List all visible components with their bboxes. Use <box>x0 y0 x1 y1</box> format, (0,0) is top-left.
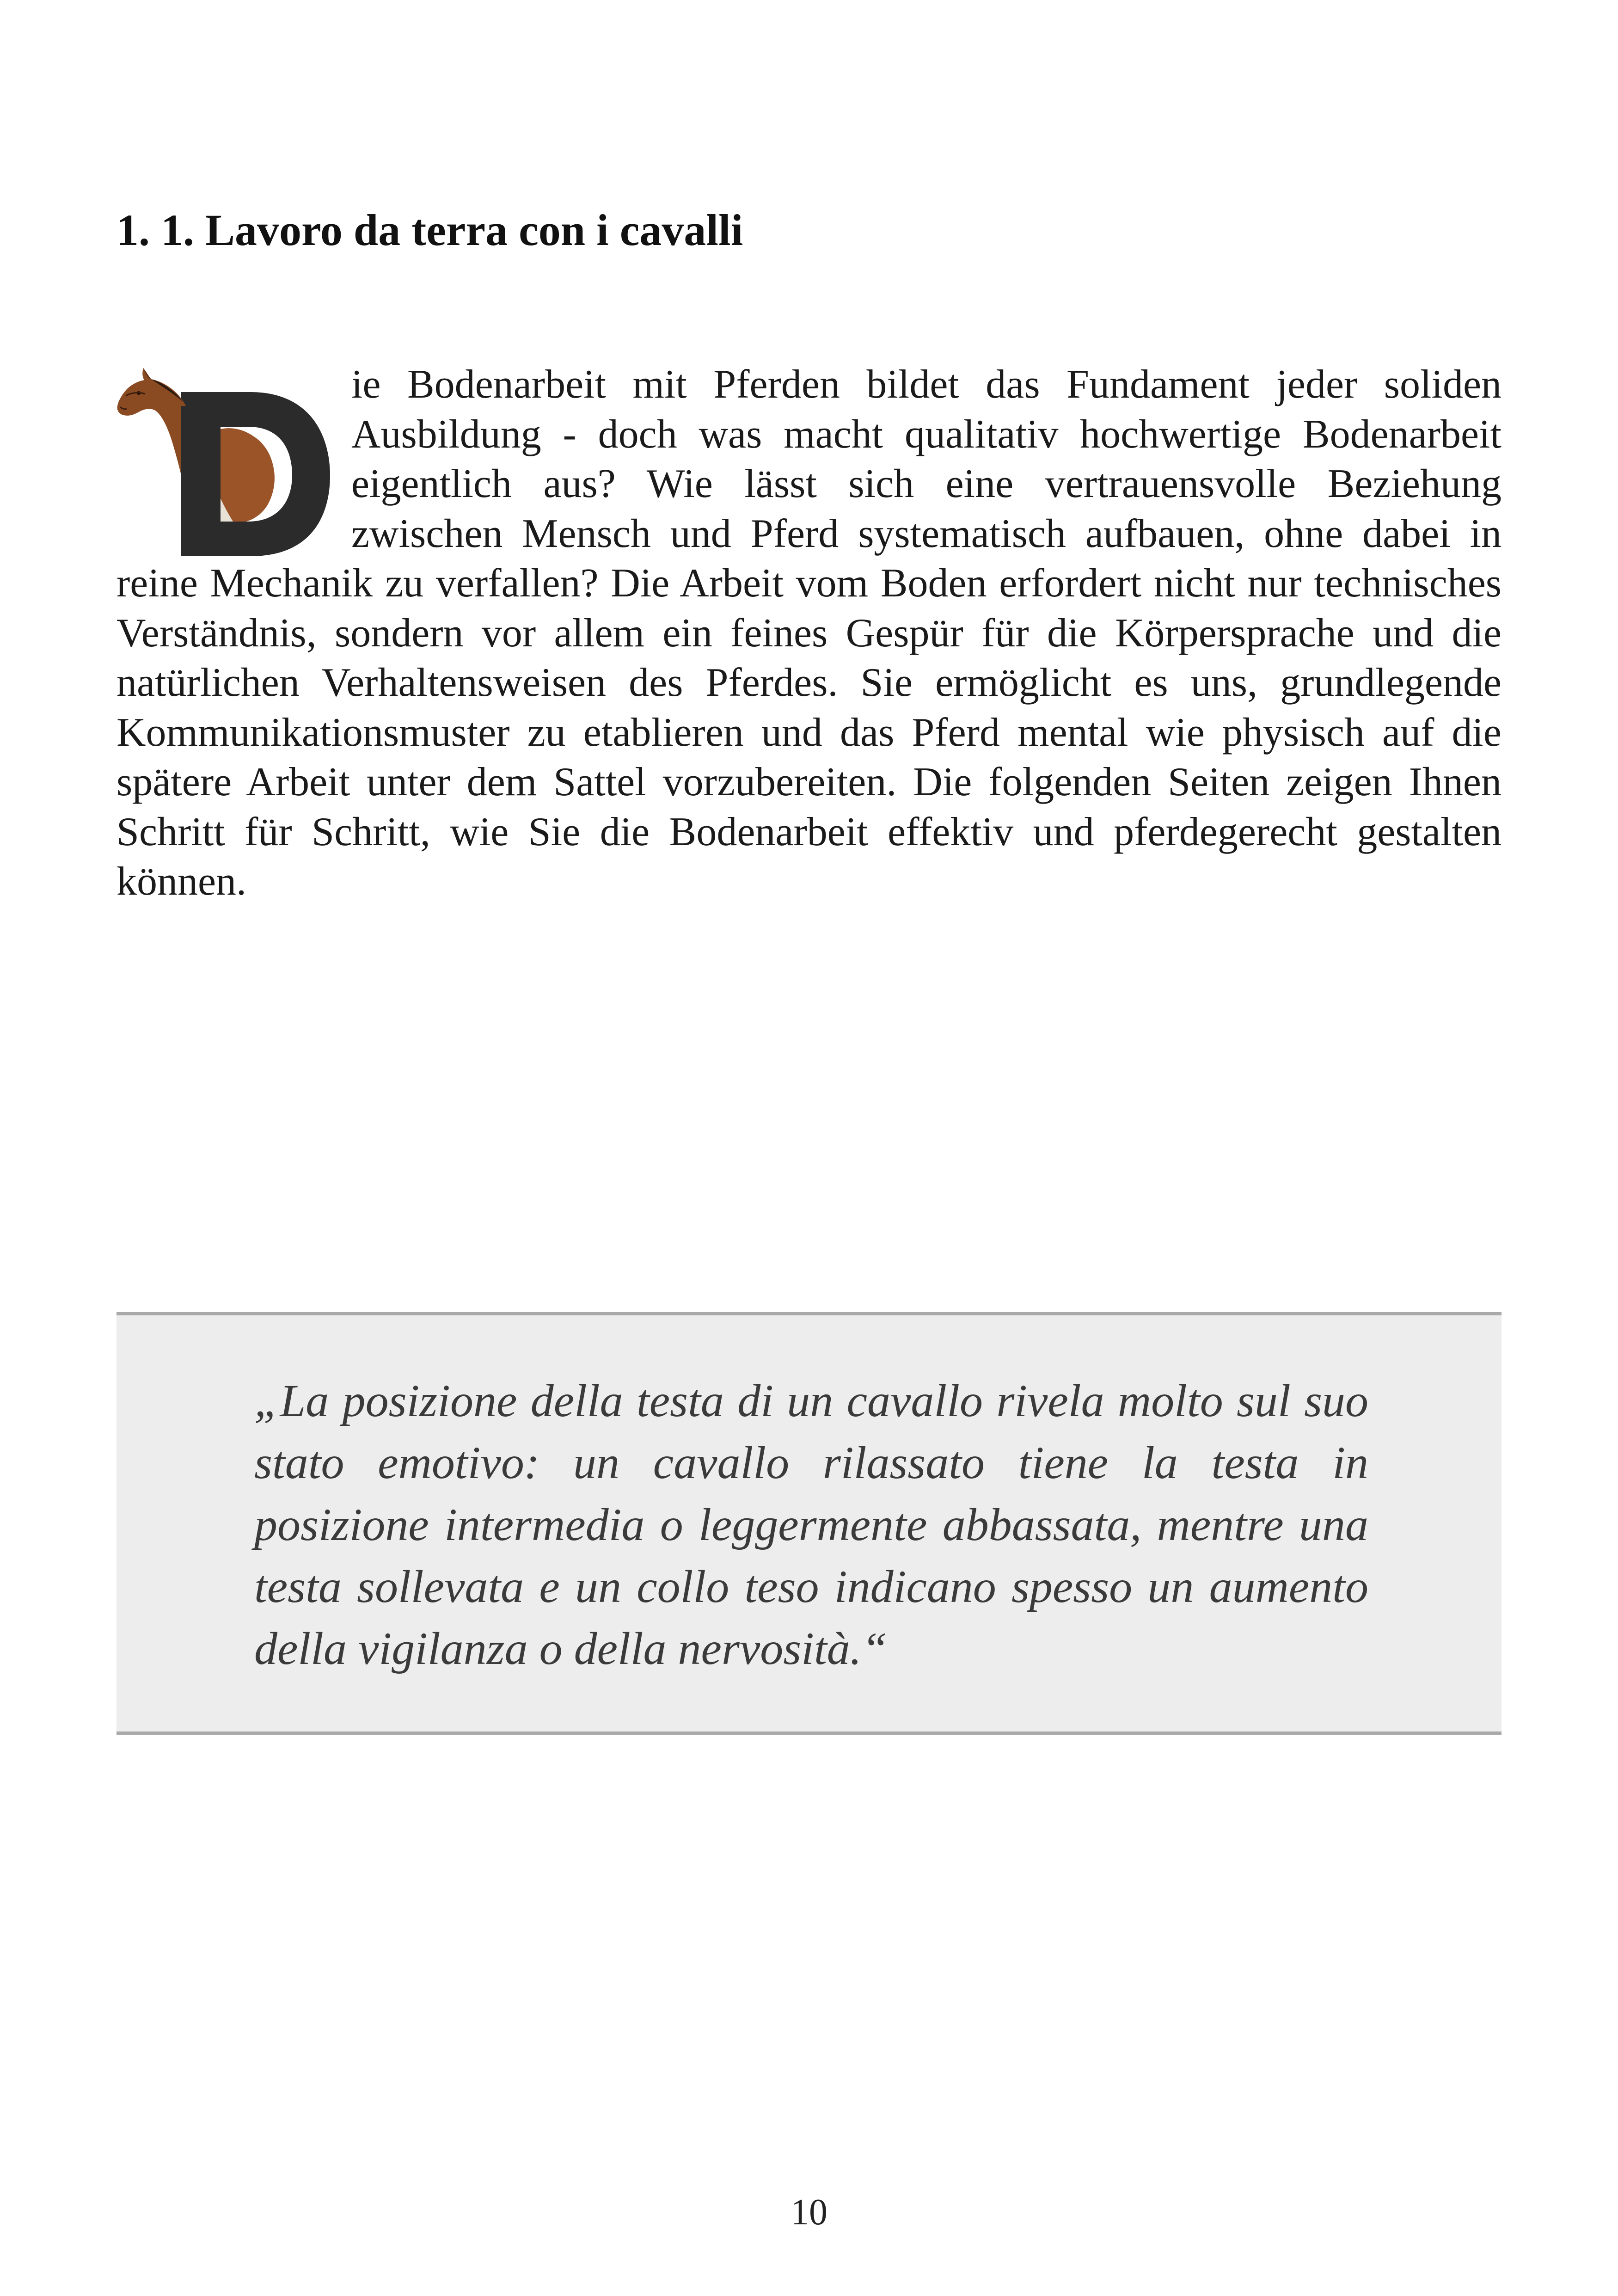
quote-box <box>116 1312 1502 1735</box>
quote-text: „La posizione della testa di un cavallo rivela molto sul suo stato emotivo: un cavallo rilassato tiene la testa in posizione intermedia o leggermente abbassata, mentre una testa sollevata e un collo teso indicano spesso un aumento della vigilanza o della nervosità.“ <box>254 1375 1368 1674</box>
dropcap <box>116 360 348 559</box>
dropcap-horse-illustration <box>116 360 348 559</box>
article-body <box>116 360 1502 907</box>
page-number: 10 <box>791 2192 827 2233</box>
horse-body-shape <box>221 428 275 522</box>
body-paragraph: ie Bodenarbeit mit Pferden bildet das Fundament jeder soliden Ausbildung - doch was macht qualitativ hochwertige Bodenarbeit eigentlich aus? Wie lässt sich eine vertrauensvolle Beziehung zwischen Mensch und Pferd systematisch aufbauen, ohne dabei in reine Mechanik zu verfallen? Die Arbeit vom Boden erfordert nicht nur technisches Verständnis, sondern vor allem ein feines Gespür für die Körpersprache und die natürlichen Verhaltensweisen des Pferdes. Sie ermöglicht es uns, grundlegende Kommunikationsmuster zu etablieren und das Pferd mental wie physisch auf die spätere Arbeit unter dem Sattel vorzubereiten. Die folgenden Seiten zeigen Ihnen Schritt für Schritt, wie Sie die Bodenarbeit effektiv und pferdegerecht gestalten können. <box>116 362 1502 904</box>
section-heading: 1. 1. Lavoro da terra con i cavalli <box>116 205 743 255</box>
horse-icon <box>117 368 186 475</box>
